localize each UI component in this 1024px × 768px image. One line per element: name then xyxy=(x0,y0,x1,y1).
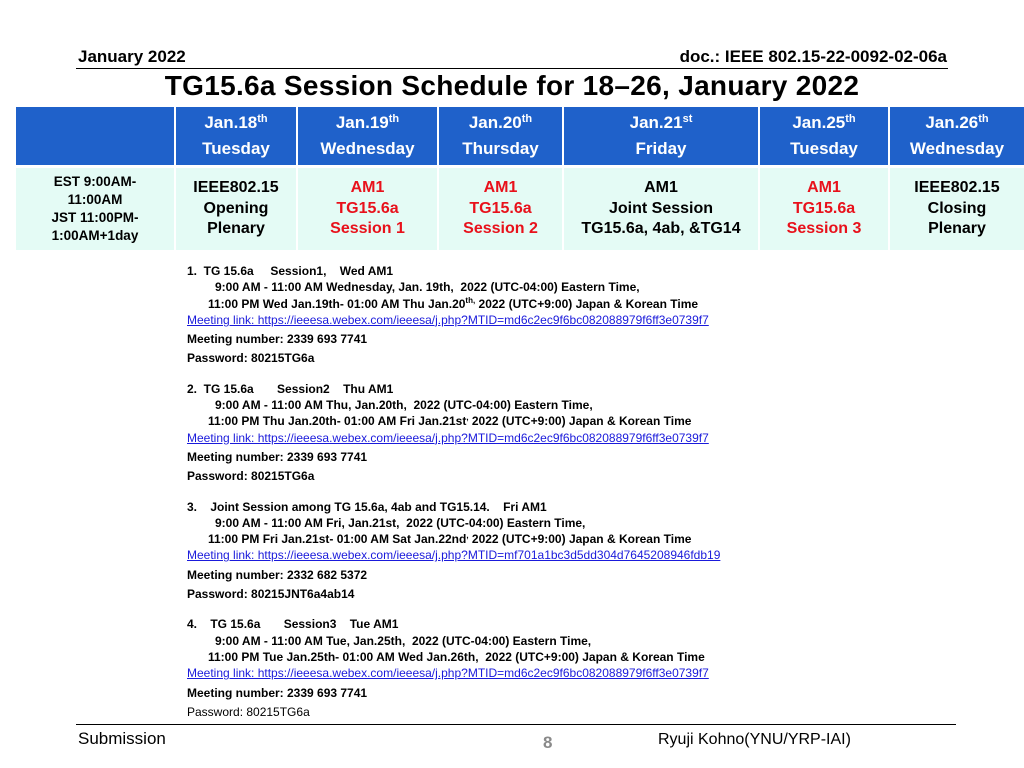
session-block-3 xyxy=(187,499,720,603)
session-title: 3. Joint Session among TG 15.6a, 4ab and TG15.14. Fri AM1 xyxy=(187,499,547,514)
session-notes xyxy=(187,263,720,720)
meeting-number: Meeting number: 2339 693 7741 xyxy=(187,449,368,464)
footer-submission: Submission xyxy=(78,729,166,748)
schedule-header-row xyxy=(15,107,1024,165)
session-eastern-time: 9:00 AM - 11:00 AM Tue, Jan.25th, 2022 (UTC-04:00) Eastern Time, xyxy=(215,633,592,648)
schedule-cell-joint-session: AM1 Joint Session TG15.6a, 4ab, &TG14 xyxy=(563,168,759,250)
schedule-table xyxy=(14,107,1024,250)
schedule-cell-session-1: AM1 TG15.6a Session 1 xyxy=(297,168,438,250)
session-block-1 xyxy=(187,263,720,367)
session-japan-time: 11:00 PM Wed Jan.19th- 01:00 AM Thu $Jan.20^{th,}$ 2022 (UTC+9:00) Japan & Korean Time xyxy=(208,295,699,311)
schedule-day-header: Jan.20th Thursday xyxy=(438,107,563,165)
session-eastern-time: 9:00 AM - 11:00 AM Wednesday, Jan. 19th, 2022 (UTC-04:00) Eastern Time, xyxy=(215,280,640,295)
session-block-2 xyxy=(187,381,720,485)
header-divider xyxy=(76,68,948,69)
session-title: 1. TG 15.6a Session1, Wed AM1 xyxy=(187,264,394,278)
session-title: 4. TG 15.6a Session3 Tue AM1 xyxy=(187,617,399,632)
schedule-day-header: Jan.21st Friday xyxy=(563,107,759,165)
session-eastern-time: 9:00 AM - 11:00 AM Thu, Jan.20th, 2022 (UTC-04:00) Eastern Time, xyxy=(215,398,593,413)
meeting-password: Password: 80215JNT6a4ab14 xyxy=(187,587,355,602)
schedule-day-header: Jan.26th Wednesday xyxy=(889,107,1024,165)
session-eastern-time: 9:00 AM - 11:00 AM Fri, Jan.21st, 2022 (UTC-04:00) Eastern Time, xyxy=(215,515,586,530)
schedule-cell-closing-plenary: IEEE802.15 Closing Plenary xyxy=(889,168,1024,250)
schedule-am1-row xyxy=(15,168,1024,250)
header-date: January 2022 xyxy=(78,47,186,66)
session-title: 2. TG 15.6a Session2 Thu AM1 xyxy=(187,381,394,396)
footer-divider xyxy=(76,724,956,725)
meeting-link[interactable]: Meeting link: https://ieeesa.webex.com/ieeesa/j.php?MTID=md6c2ec9f6bc082088979f6ff3e0739f7 xyxy=(187,666,709,681)
meeting-password: Password: 80215TG6a xyxy=(187,351,315,366)
session-japan-time: 11:00 PM Thu Jan.20th- 01:00 AM Fri Jan.21st, 2022 (UTC+9:00) Japan & Korean Time xyxy=(208,413,692,429)
page-number: 8 xyxy=(543,733,553,752)
session-block-4 xyxy=(187,616,720,720)
schedule-day-header: Jan.18th Tuesday xyxy=(175,107,297,165)
session-japan-time: 11:00 PM Tue Jan.25th- 01:00 AM Wed Jan.26th, 2022 (UTC+9:00) Japan & Korean Time xyxy=(208,649,705,664)
schedule-day-header: Jan.19th Wednesday xyxy=(297,107,438,165)
schedule-corner-cell xyxy=(15,107,175,165)
meeting-link[interactable]: Meeting link: https://ieeesa.webex.com/ieeesa/j.php?MTID=md6c2ec9f6bc082088979f6ff3e0739f7 xyxy=(187,430,709,445)
meeting-password: Password: 80215TG6a xyxy=(187,469,315,484)
meeting-link[interactable]: Meeting link: https://ieeesa.webex.com/ieeesa/j.php?MTID=md6c2ec9f6bc082088979f6ff3e0739f7 xyxy=(187,312,709,327)
schedule-time-label: EST 9:00AM- 11:00AM JST 11:00PM- 1:00AM+1day xyxy=(15,168,175,250)
meeting-link[interactable]: Meeting link: https://ieeesa.webex.com/ieeesa/j.php?MTID=mf701a1bc3d5dd304d7645208946fdb19 xyxy=(187,548,721,563)
session-japan-time: 11:00 PM Fri Jan.21st- 01:00 AM Sat Jan.22nd, 2022 (UTC+9:00) Japan & Korean Time xyxy=(208,531,692,547)
header-doc-number: doc.: IEEE 802.15-22-0092-02-06a xyxy=(679,47,947,66)
footer-author: Ryuji Kohno(YNU/YRP-IAI) xyxy=(658,731,851,748)
meeting-number: Meeting number: 2339 693 7741 xyxy=(187,332,368,347)
meeting-password: Password: 80215TG6a xyxy=(187,704,310,719)
schedule-cell-opening-plenary: IEEE802.15 Opening Plenary xyxy=(175,168,297,250)
meeting-number: Meeting number: 2332 682 5372 xyxy=(187,567,368,582)
meeting-number: Meeting number: 2339 693 7741 xyxy=(187,685,368,700)
schedule-cell-session-3: AM1 TG15.6a Session 3 xyxy=(759,168,889,250)
page-title: TG15.6a Session Schedule for 18–26, January 2022 xyxy=(164,70,860,101)
schedule-cell-session-2: AM1 TG15.6a Session 2 xyxy=(438,168,563,250)
schedule-day-header: Jan.25th Tuesday xyxy=(759,107,889,165)
